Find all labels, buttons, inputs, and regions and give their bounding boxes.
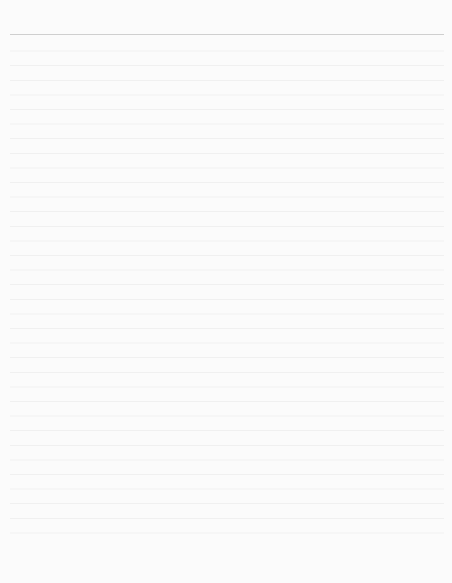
notice-title: [10, 8, 444, 28]
notice-body: [10, 37, 444, 537]
title-divider: [10, 34, 444, 35]
issuer-signature: [10, 566, 444, 582]
publication-line: [10, 541, 444, 556]
